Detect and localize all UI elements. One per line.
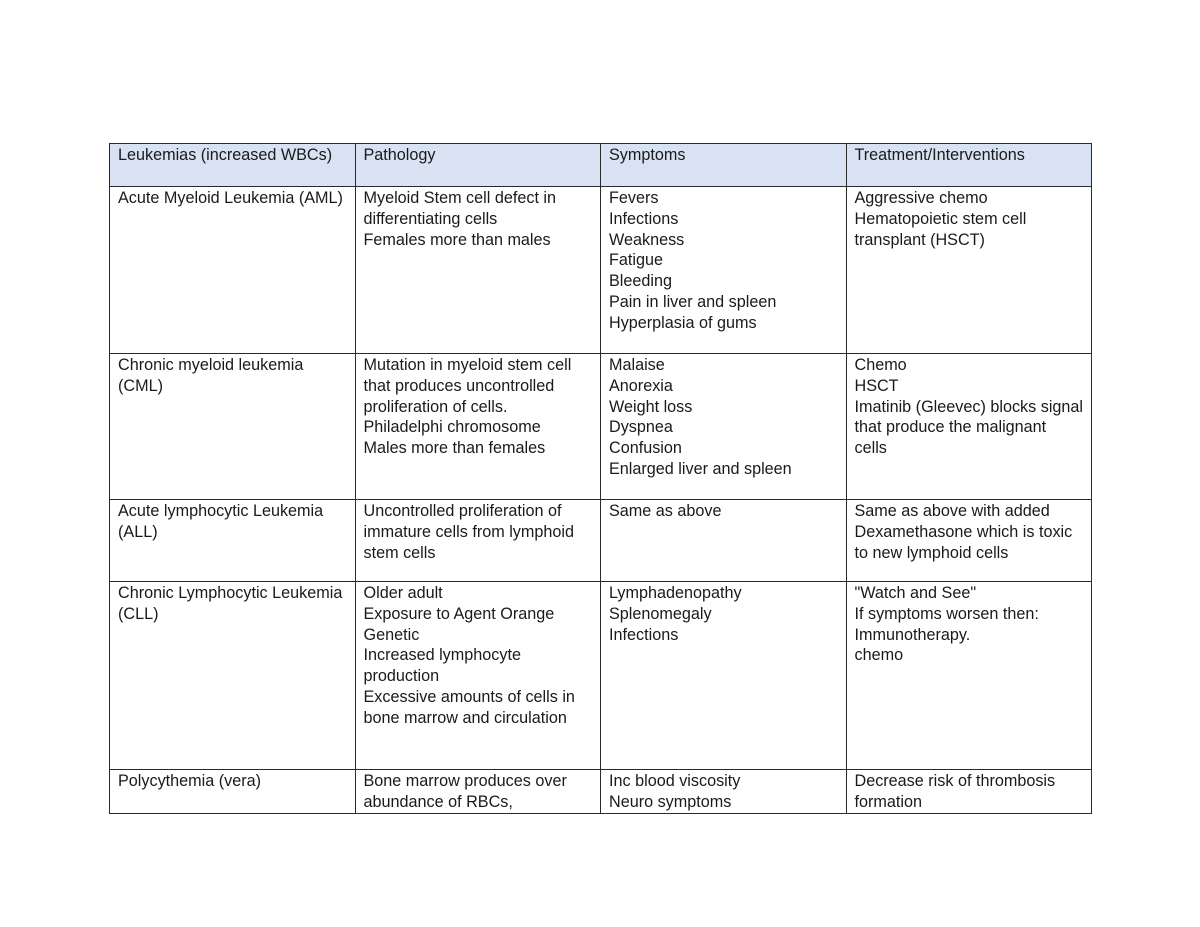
treatment-cell: "Watch and See" If symptoms worsen then: Immunotherapy. chemo <box>846 582 1092 770</box>
treatment-cell: Same as above with added Dexamethasone which is toxic to new lymphoid cells <box>846 500 1092 582</box>
table-row <box>110 770 1092 814</box>
pathology-cell: Older adult Exposure to Agent Orange Genetic Increased lymphocyte production Excessive amounts of cells in bone marrow and circulation <box>355 582 601 770</box>
leukemia-table <box>109 143 1092 814</box>
table-row <box>110 354 1092 500</box>
symptoms-cell: Inc blood viscosity Neuro symptoms <box>601 770 847 814</box>
disease-cell: Acute Myeloid Leukemia (AML) <box>110 187 356 354</box>
table-row <box>110 500 1092 582</box>
symptoms-cell: Fevers Infections Weakness Fatigue Bleeding Pain in liver and spleen Hyperplasia of gums <box>601 187 847 354</box>
table-row <box>110 582 1092 770</box>
header-pathology: Pathology <box>355 144 601 187</box>
pathology-cell: Myeloid Stem cell defect in differentiating cells Females more than males <box>355 187 601 354</box>
disease-cell: Polycythemia (vera) <box>110 770 356 814</box>
disease-cell: Acute lymphocytic Leukemia (ALL) <box>110 500 356 582</box>
disease-cell: Chronic myeloid leukemia (CML) <box>110 354 356 500</box>
header-treatment: Treatment/Interventions <box>846 144 1092 187</box>
header-leukemias: Leukemias (increased WBCs) <box>110 144 356 187</box>
header-symptoms: Symptoms <box>601 144 847 187</box>
symptoms-cell: Malaise Anorexia Weight loss Dyspnea Confusion Enlarged liver and spleen <box>601 354 847 500</box>
treatment-cell: Aggressive chemo Hematopoietic stem cell transplant (HSCT) <box>846 187 1092 354</box>
table-row <box>110 187 1092 354</box>
treatment-cell: Chemo HSCT Imatinib (Gleevec) blocks signal that produce the malignant cells <box>846 354 1092 500</box>
disease-cell: Chronic Lymphocytic Leukemia (CLL) <box>110 582 356 770</box>
table-header-row <box>110 144 1092 187</box>
symptoms-cell: Same as above <box>601 500 847 582</box>
treatment-cell: Decrease risk of thrombosis formation <box>846 770 1092 814</box>
pathology-cell: Uncontrolled proliferation of immature cells from lymphoid stem cells <box>355 500 601 582</box>
pathology-cell: Mutation in myeloid stem cell that produces uncontrolled proliferation of cells. Philadelphi chromosome Males more than females <box>355 354 601 500</box>
pathology-cell: Bone marrow produces over abundance of RBCs, <box>355 770 601 814</box>
symptoms-cell: Lymphadenopathy Splenomegaly Infections <box>601 582 847 770</box>
